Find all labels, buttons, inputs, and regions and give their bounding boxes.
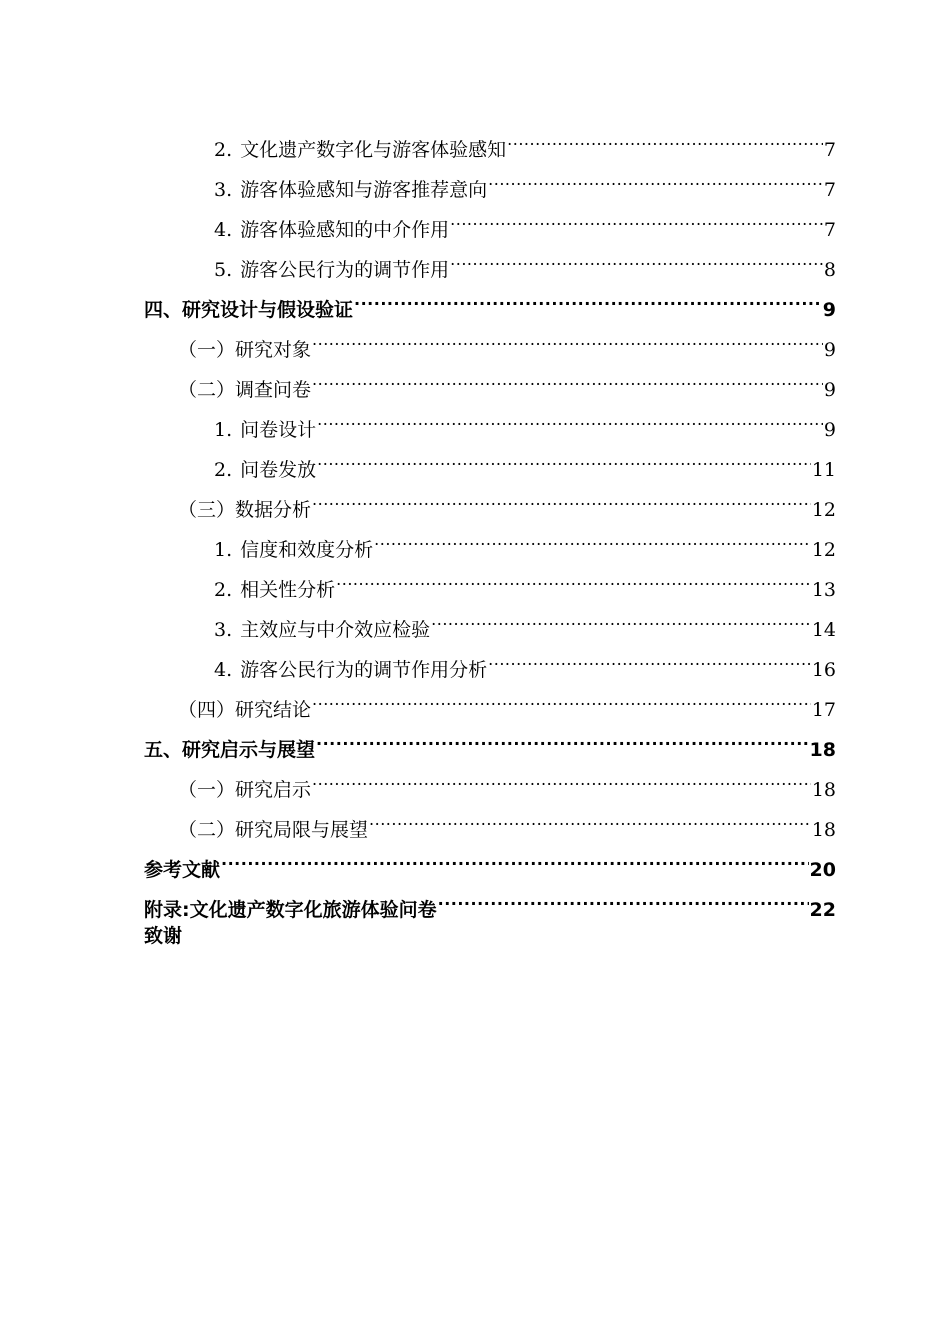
toc-entry-title: 五、研究启示与展望 [144,739,316,761]
toc-entry-title: 问卷发放 [240,459,317,481]
toc-dot-leader [336,556,811,596]
toc-entry-page-number: 11 [811,459,836,481]
toc-dot-leader [312,356,823,396]
toc-entry-page-number: 17 [811,699,836,721]
toc-dot-leader [450,196,823,236]
toc-entry-number: 1. [214,539,233,561]
toc-dot-leader [312,676,811,716]
toc-dot-leader [507,116,823,156]
toc-dot-leader [317,436,811,476]
toc-dot-leader [438,876,809,916]
toc-entry-page-number: 9 [822,299,836,321]
toc-entry-title: 游客体验感知与游客推荐意向 [240,179,488,201]
toc-entry-title: （二）研究局限与展望 [178,819,369,841]
toc-entry-page-number: 18 [809,739,836,761]
toc-entry-page-number: 18 [811,779,836,801]
toc-entry-page-number: 8 [823,259,836,281]
toc-entry-title: 相关性分析 [240,579,336,601]
toc-entry-number: 4. [214,219,233,241]
toc-entry-number: 4. [214,659,233,681]
toc-entry-page-number: 9 [823,379,836,401]
toc-dot-leader [317,396,823,436]
toc-entry-title: 游客公民行为的调节作用分析 [240,659,488,681]
toc-entry[interactable] [144,836,836,881]
toc-entry-title: 四、研究设计与假设验证 [144,299,354,321]
toc-entry-number: 5. [214,259,233,281]
toc-dot-leader [488,636,811,676]
toc-dot-leader [316,716,809,756]
toc-entry-title: 附录:文化遗产数字化旅游体验问卷 [144,899,437,921]
toc-entry-page-number: 18 [811,819,836,841]
toc-dot-leader [221,836,809,876]
toc-entry-title: （二）调查问卷 [178,379,312,401]
toc-entry[interactable] [144,876,836,921]
toc-entry-number: 2. [214,459,233,481]
toc-dot-leader [312,316,823,356]
toc-entry-page-number: 12 [811,539,836,561]
table-of-contents [144,116,836,956]
toc-entry-page-number: 7 [823,219,836,241]
toc-dot-leader [431,596,811,636]
toc-entry-page-number: 13 [811,579,836,601]
toc-entry-title: （一）研究启示 [178,779,312,801]
toc-dot-leader [374,516,811,556]
toc-entry-page-number: 7 [823,179,836,201]
toc-entry-page-number: 22 [809,899,836,921]
toc-entry-page-number: 9 [823,339,836,361]
toc-entry-number: 2. [214,579,233,601]
toc-dot-leader [354,276,822,316]
toc-entry[interactable] [144,116,836,161]
toc-entry-page-number: 9 [823,419,836,441]
toc-entry-number: 3. [214,179,233,201]
toc-entry-page-number: 20 [809,859,836,881]
toc-entry-title: 主效应与中介效应检验 [240,619,431,641]
toc-entry-title: 信度和效度分析 [240,539,374,561]
toc-entry-title: （四）研究结论 [178,699,312,721]
toc-entry-number: 3. [214,619,233,641]
toc-entry-number: 1. [214,419,233,441]
toc-entry-page-number: 12 [811,499,836,521]
toc-entry-title: （一）研究对象 [178,339,312,361]
toc-entry-page-number: 16 [811,659,836,681]
toc-entry-title: 致谢 [144,925,183,947]
toc-entry-title: 问卷设计 [240,419,317,441]
toc-entry-title: 参考文献 [144,859,221,881]
toc-entry-title: （三）数据分析 [178,499,312,521]
toc-dot-leader [369,796,811,836]
toc-entry-title: 文化遗产数字化与游客体验感知 [240,139,507,161]
toc-entry-number: 2. [214,139,233,161]
toc-dot-leader [450,236,823,276]
toc-dot-leader [312,756,811,796]
toc-entry-page-number: 7 [823,139,836,161]
toc-dot-leader [312,476,811,516]
toc-dot-leader [488,156,823,196]
toc-entry-title: 游客公民行为的调节作用 [240,259,450,281]
toc-entry-page-number: 14 [811,619,836,641]
toc-entry-title: 游客体验感知的中介作用 [240,219,450,241]
